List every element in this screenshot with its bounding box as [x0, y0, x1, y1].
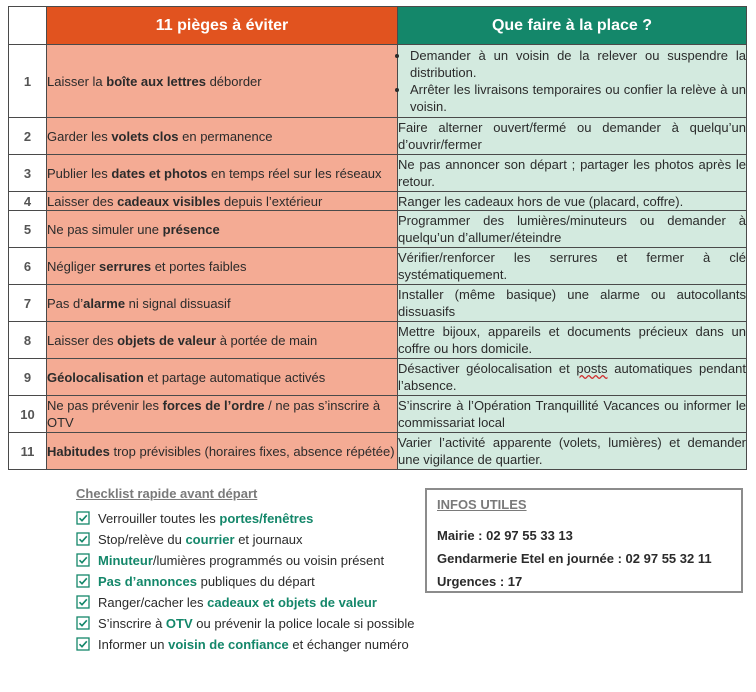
todo-list: [398, 47, 746, 115]
checklist-text: Ranger/cacher les: [98, 595, 208, 610]
checklist-text: voisin de confiance: [168, 637, 289, 652]
table-row: [9, 359, 747, 396]
checklist-text: courrier: [185, 532, 235, 547]
trap-text: Laisser des: [47, 332, 118, 348]
trap-text: en permanence: [178, 128, 273, 144]
todo-text: Désactiver géolocalisation et: [398, 361, 577, 376]
row-number: 2: [9, 118, 47, 155]
row-number: 5: [9, 211, 47, 248]
trap-cell: [47, 155, 398, 192]
trap-text: Garder les: [47, 128, 112, 144]
todo-cell: [398, 359, 747, 396]
trap-text: dates et photos: [111, 165, 208, 181]
trap-text: depuis l’extérieur: [220, 193, 323, 209]
header-empty-cell: [9, 7, 47, 45]
table-row: [9, 118, 747, 155]
checklist: [76, 486, 416, 655]
infos-urgences: Urgences : 17: [437, 574, 523, 589]
todo-cell: [398, 192, 747, 211]
checkbox-checked-icon: [76, 616, 90, 630]
trap-cell: [47, 322, 398, 359]
trap-text: et partage automatique activés: [143, 369, 326, 385]
trap-text: alarme: [83, 295, 126, 311]
checklist-text: publiques du départ: [196, 574, 315, 589]
checklist-text: Informer un: [98, 637, 169, 652]
todo-cell: [398, 433, 747, 470]
row-number: 7: [9, 285, 47, 322]
row-number: 10: [9, 396, 47, 433]
checkbox-checked-icon: [76, 637, 90, 651]
todo-text: Varier l’activité apparente (volets, lumières) et demander une vigilance de quartier.: [398, 435, 746, 467]
infos-mairie: Mairie : 02 97 55 33 13: [437, 528, 573, 543]
todo-text: Mettre bijoux, appareils et documents précieux dans un coffre ou hors domicile.: [398, 324, 746, 356]
trap-text: et portes faibles: [151, 258, 247, 274]
trap-text: Laisser des: [47, 193, 118, 209]
checklist-text: Stop/relève du: [98, 532, 186, 547]
checklist-item: [76, 592, 416, 613]
checkbox-checked-icon: [76, 574, 90, 588]
trap-text: Ne pas simuler une: [47, 221, 163, 237]
checklist-item-text: [98, 529, 416, 550]
header-alternatives: Que faire à la place ?: [398, 7, 747, 45]
trap-cell: [47, 285, 398, 322]
checklist-text: et journaux: [234, 532, 303, 547]
table-row: [9, 45, 747, 118]
trap-cell: [47, 396, 398, 433]
checklist-text: ou prévenir la police locale si possible: [192, 616, 415, 631]
trap-text: ni signal dissuasif: [125, 295, 231, 311]
table-row: [9, 322, 747, 359]
table-row: [9, 433, 747, 470]
trap-text: forces de l’ordre: [162, 398, 265, 413]
checklist-item-text: [98, 508, 416, 529]
todo-cell: [398, 248, 747, 285]
checklist-text: portes/fenêtres: [219, 511, 314, 526]
todo-list-item: • Demander à un voisin de la relever ou suspendre la distribution.: [410, 47, 746, 81]
checklist-text: S’inscrire à: [98, 616, 166, 631]
trap-text: volets clos: [111, 128, 179, 144]
checkbox-checked-icon: [76, 532, 90, 546]
trap-text: Laisser la: [47, 73, 107, 89]
checklist-item: [76, 529, 416, 550]
checklist-text: et échanger numéro: [288, 637, 409, 652]
todo-cell: [398, 118, 747, 155]
checklist-title: Checklist rapide avant départ: [76, 486, 258, 501]
trap-cell: [47, 433, 398, 470]
todo-text: Ne pas annoncer son départ ; partager les photos après le retour.: [398, 157, 746, 189]
checkbox-checked-icon: [76, 511, 90, 525]
trap-text: serrures: [99, 258, 152, 274]
todo-text: Installer (même basique) une alarme ou autocollants dissuasifs: [398, 287, 746, 319]
trap-text: trop prévisibles (horaires fixes, absence répétée): [109, 443, 395, 459]
todo-text: posts: [576, 361, 608, 376]
trap-text: Habitudes: [47, 443, 110, 459]
table-row: [9, 285, 747, 322]
infos-title: INFOS UTILES: [437, 497, 527, 512]
todo-text: Programmer des lumières/minuteurs ou demander à quelqu’un d’allumer/éteindre: [398, 213, 746, 245]
table-row: [9, 248, 747, 285]
checklist-item: [76, 634, 416, 655]
todo-cell: [398, 155, 747, 192]
checklist-text: Pas d’annonces: [98, 574, 197, 589]
todo-text: S’inscrire à l’Opération Tranquillité Vacances ou informer le commissariat local: [398, 398, 746, 430]
checklist-item-text: [98, 550, 416, 571]
todo-text: Faire alterner ouvert/fermé ou demander à quelqu’un d’ouvrir/fermer: [398, 120, 746, 152]
checklist-text: OTV: [165, 616, 193, 631]
todo-cell: [398, 285, 747, 322]
checklist-item-text: [98, 634, 416, 655]
table-row: [9, 155, 747, 192]
table-row: [9, 211, 747, 248]
checklist-item: [76, 613, 416, 634]
trap-text: Ne pas prévenir les: [47, 398, 163, 413]
table-row: [9, 192, 747, 211]
row-number: 4: [9, 192, 47, 211]
todo-text: Ranger les cadeaux hors de vue (placard, coffre).: [398, 193, 684, 209]
trap-text: Géolocalisation: [47, 369, 144, 385]
trap-text: boîte aux lettres: [106, 73, 206, 89]
infos-box: [425, 488, 743, 593]
row-number: 3: [9, 155, 47, 192]
todo-text: Vérifier/renforcer les serrures et fermer à clé systématiquement.: [398, 250, 746, 282]
trap-text: en temps réel sur les réseaux: [207, 165, 382, 181]
trap-cell: [47, 118, 398, 155]
trap-cell: [47, 211, 398, 248]
checklist-item-text: [98, 592, 416, 613]
trap-text: présence: [162, 221, 220, 237]
todo-cell: [398, 322, 747, 359]
checkbox-checked-icon: [76, 595, 90, 609]
row-number: 6: [9, 248, 47, 285]
row-number: 1: [9, 45, 47, 118]
checklist-text: cadeaux et objets de valeur: [207, 595, 377, 610]
trap-text: Pas d’: [47, 295, 84, 311]
header-traps: 11 pièges à éviter: [47, 7, 398, 45]
trap-cell: [47, 248, 398, 285]
trap-cell: [47, 45, 398, 118]
table-row: [9, 396, 747, 433]
trap-text: Négliger: [47, 258, 100, 274]
row-number: 9: [9, 359, 47, 396]
trap-text: déborder: [205, 73, 262, 89]
tips-table: [8, 6, 747, 470]
checklist-item: [76, 571, 416, 592]
checklist-item-text: [98, 571, 416, 592]
todo-list-item: • Arrêter les livraisons temporaires ou confier la relève à un voisin.: [410, 81, 746, 115]
checklist-text: Minuteur: [98, 553, 153, 568]
trap-text: objets de valeur: [117, 332, 217, 348]
todo-cell: [398, 211, 747, 248]
checklist-text: /lumières programmés ou voisin présent: [152, 553, 385, 568]
checklist-text: Verrouiller toutes les: [98, 511, 220, 526]
trap-text: cadeaux visibles: [117, 193, 221, 209]
checklist-item-text: [98, 613, 416, 634]
checklist-item: [76, 508, 416, 529]
checklist-item: [76, 550, 416, 571]
row-number: 8: [9, 322, 47, 359]
todo-cell: [398, 45, 747, 118]
todo-text: automatiques pendant l’absence.: [398, 361, 746, 393]
trap-text: à portée de main: [216, 332, 318, 348]
todo-cell: [398, 396, 747, 433]
trap-text: / ne pas s’inscrire à OTV: [47, 398, 381, 430]
checkbox-checked-icon: [76, 553, 90, 567]
infos-gendarmerie: Gendarmerie Etel en journée : 02 97 55 32 11: [437, 551, 712, 566]
row-number: 11: [9, 433, 47, 470]
trap-cell: [47, 359, 398, 396]
trap-cell: [47, 192, 398, 211]
trap-text: Publier les: [47, 165, 112, 181]
